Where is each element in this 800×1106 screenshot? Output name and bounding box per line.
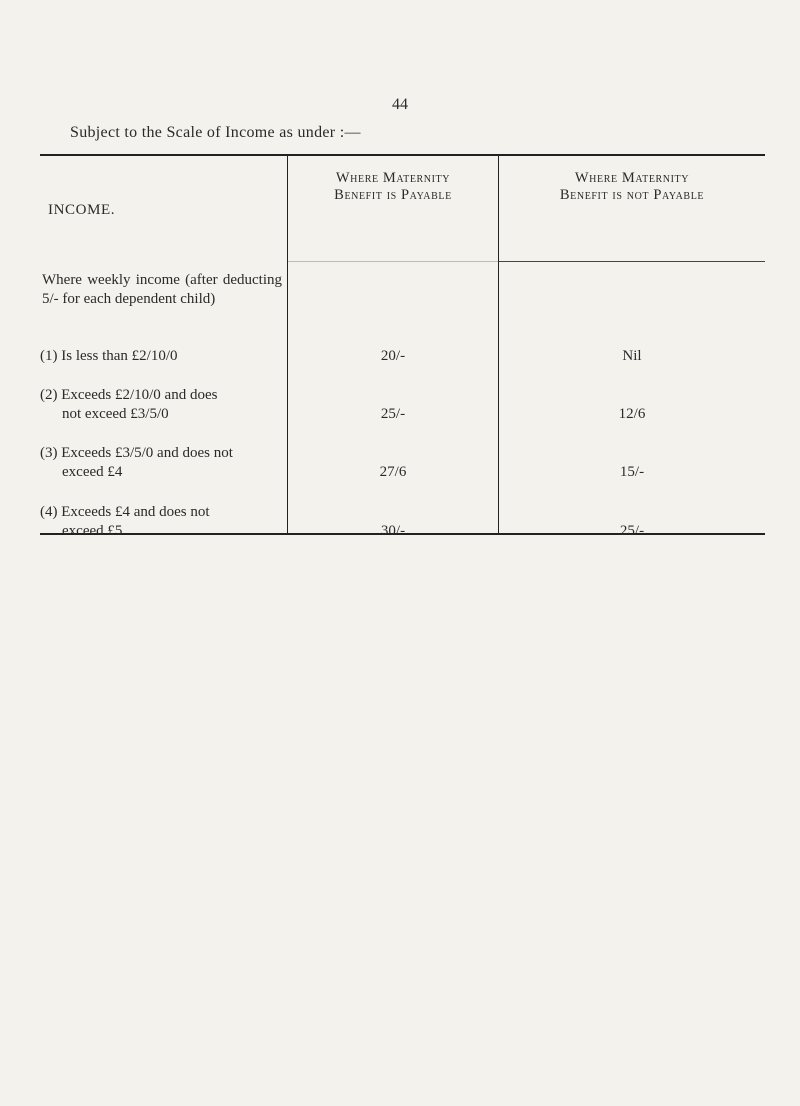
header-benefit-not-payable (499, 170, 765, 204)
header-line: Where Maternity (574, 170, 690, 186)
row-label: (3) Exceeds £3/5/0 and does not (40, 445, 233, 461)
row-label-continued: exceed £5 (62, 523, 123, 539)
row-value-payable: 27/6 (379, 464, 407, 480)
header-line: Benefit is not Payable (559, 187, 705, 203)
header-divider (288, 261, 498, 262)
intro-text: Subject to the Scale of Income as under :— (70, 124, 361, 141)
header-benefit-payable (288, 170, 498, 204)
header-income: INCOME. (48, 202, 116, 218)
row-label-continued: not exceed £3/5/0 (62, 406, 169, 422)
row-label: (1) Is less than £2/10/0 (40, 348, 178, 364)
table-preamble: Where weekly income (after deducting 5/- for each dependent child) (42, 272, 282, 307)
row-value-payable: 30/- (380, 523, 406, 539)
row-value-payable: 20/- (380, 348, 406, 364)
row-label: (4) Exceeds £4 and does not (40, 504, 210, 520)
income-scale-table (40, 154, 765, 536)
header-line: Benefit is Payable (334, 187, 452, 203)
header-line: Where Maternity (335, 170, 451, 186)
row-value-not-payable: 12/6 (618, 406, 646, 422)
header-divider (499, 261, 765, 262)
row-value-not-payable: 15/- (619, 464, 645, 480)
row-label: (2) Exceeds £2/10/0 and does (40, 387, 218, 403)
page-number: 44 (392, 96, 408, 113)
table-top-rule (40, 154, 765, 156)
row-value-payable: 25/- (380, 406, 406, 422)
row-value-not-payable: Nil (622, 348, 642, 364)
row-value-not-payable: 25/- (619, 523, 645, 539)
row-label-continued: exceed £4 (62, 464, 123, 480)
